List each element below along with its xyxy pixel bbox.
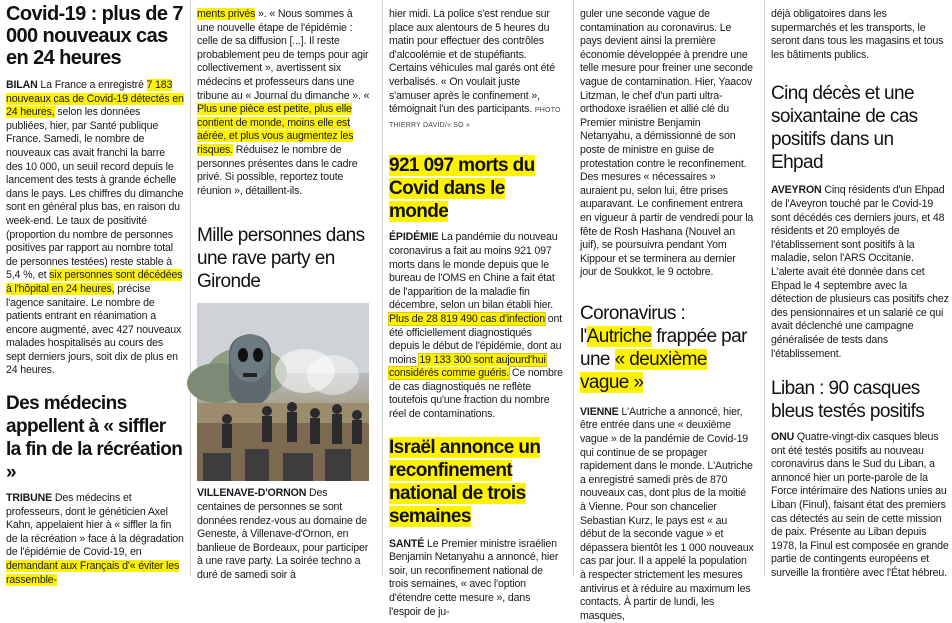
article-body-israel-continued: guler une seconde vague de contamination au coronavirus. Le pays devient ainsi la première économie développée à prendre une telle mesure pour freiner une seconde vague de contamination. Hier, Yaacov Litzman, le chef d'un parti ultra-orthodoxe israélien et allié clé du Premier ministre Benjamin Netanyahu, a démissionné de son poste de ministre en guise de protestation contre le reconfinement. Des mesures « nécessaires » auraient pu, selon lui, être prises auparavant. Le confinement entrera en vigueur à partir de vendredi pour la fête de Rosh Hashana (Nouvel an juif), se poursuivra pendant Yom Kippour et se terminera au dernier jour de Soukkot, le 9 octobre.	[580, 8, 754, 279]
photo-credit: PHOTO THIERRY DAVID/« SO »	[389, 107, 561, 129]
article-headline-covid-france: Covid-19 : plus de 7 000 nouveaux cas en 24 heures	[6, 3, 183, 69]
article-lead: BILAN	[6, 79, 38, 91]
article-headline-liban: Liban : 90 casques bleus testés positifs	[771, 378, 925, 423]
article-body-morts-monde: ÉPIDÉMIE La pandémie du nouveau coronavirus a fait au moins 921 097 morts dans le monde depuis que le bureau de l'OMS en Chine a fait état de l'apparition de la maladie fin décembre, selon un bilan établi hier. Plus de 28 819 490 cas d'infection ont été officiellement diagnostiqués depuis le début de l'épidémie, dont au moins 19 133 300 sont aujourd'hui considérés comme guéris. Ce nombre de cas diagnostiqués ne reflète toutefois qu'une fraction du nombre réel de contaminations.	[389, 231, 563, 421]
article-body-liban: ONU Quatre-vingt-dix casques bleus ont été testés positifs au nouveau coronavirus dans le Sud du Liban, a annoncé hier un porte-parole de la Force intérimaire des Nations unies au Liban (Finul), faisant état des premiers cas détectés au sein de cette mission de paix. Présente au Liban depuis 1978, la Finul est composée en grande partie de contingents européens et surveille la frontière avec l'État hébreu.	[771, 431, 949, 580]
column-1	[6, 0, 184, 586]
article-lead: VIENNE	[580, 405, 619, 418]
article-body-covid-france: BILAN La France a enregistré 7 183 nouveaux cas de Covid-19 détectés en 24 heures, selon les données publiées, hier, par Santé publique France. Samedi, le nombre de nouveaux cas avait franchi la barre des 10 000, un seuil record depuis le lancement des tests à grande échelle dans le pays. Les chiffres du dimanche sont en général plus bas, en raison du week-end. Le taux de positivité (proportion du nombre de personnes positives par rapport au nombre total de personnes testées) reste stable à 5,4 %, et six personnes sont décédées à l'hôpital en 24 heures, précise l'agence sanitaire. Le nombre de patients entrant en réanimation a encore augmenté, avec 427 nouveaux malades hospitalisés au cours des sept derniers jours, soit dix de plus en 24 heures.	[6, 79, 184, 377]
article-headline-ehpad: Cinq décès et une soixantaine de cas positifs dans un Ehpad	[771, 83, 918, 174]
highlighted-text: Plus de 28 819 490 cas d'infection	[389, 312, 545, 325]
article-headline-israel: Israël annonce un reconfinement national de trois semaines	[389, 436, 541, 527]
article-lead: TRIBUNE	[6, 492, 53, 505]
highlighted-text: six personnes sont décédées à l'hôpital en 24 heures,	[6, 269, 183, 295]
highlighted-text: 19 133 300 sont aujourd'hui considérés comme guéris.	[389, 353, 546, 380]
article-lead: ÉPIDÉMIE	[389, 231, 439, 244]
article-body-medecins: TRIBUNE Des médecins et professeurs, dont le généticien Axel Kahn, appelaient hier à « siffler la fin de la récréation » face à la dégradation de l'épidémie de Covid-19, en demandant aux Français d'« éviter les rassemble-	[6, 492, 184, 586]
column-rule	[382, 0, 383, 576]
article-body-autriche-continued: déjà obligatoires dans les supermarchés et les transports, le seront dans tous les magasins et tous les bâtiments publics.	[771, 8, 944, 61]
article-body-israel: SANTÉ Le Premier ministre israélien Benjamin Netanyahu a annoncé, hier soir, un reconfinement national de trois semaines, « avec l'option d'étendre cette mesure », dans l'espoir de ju-	[389, 537, 559, 618]
article-body-rave-party: VILLENAVE-D'ORNON Des centaines de personnes se sont données rendez-vous au domaine de Geneste, à Villenave-d'Ornon, en banlieue de Bordeaux, pour participer à une rave party. La soirée techno a duré de samedi soir à	[197, 487, 369, 581]
article-lead: VILLENAVE-D'ORNON	[197, 487, 307, 500]
highlighted-text: demandant aux Français d'« éviter les rassemble-	[6, 560, 180, 586]
rave-party-photo	[197, 303, 369, 481]
article-headline-autriche: Coronavirus : l'Autriche frappée par une « deuxième vague »	[580, 302, 747, 393]
article-lead: AVEYRON	[771, 184, 822, 197]
article-body-rave-party-continued: hier midi. La police s'est rendue sur place aux alentours de 5 heures du matin pour effectuer des contrôles d'alcoolémie et de stupéfiants. Certains véhicules mal garés ont été verbalisés. « On voulait juste s'amuser après le confinement », témoignait l'un des participants. PHOTO THIERRY DAVID/« SO »	[389, 8, 561, 129]
article-headline-morts-monde: 921 097 morts du Covid dans le monde	[389, 155, 535, 223]
article-headline-rave-party: Mille personnes dans une rave party en Gironde	[197, 225, 365, 293]
article-lead: SANTÉ	[389, 537, 425, 550]
highlighted-text: « deuxième vague »	[580, 348, 707, 393]
column-5	[771, 0, 949, 580]
article-body-autriche: VIENNE L'Autriche a annoncé, hier, être entrée dans une « deuxième vague » de la pandémie de Covid-19 qui continue de se propager rapidement dans le monde. L'Autriche a enregistré samedi près de 870 nouveaux cas, dont plus de la moitié à Vienne. Pour son chancelier Sebastian Kurz, le pays est « au début de la seconde vague » et dépassera bientôt les 1 000 nouveaux cas par jour. Il a appelé la population à respecter strictement les mesures antivirus et à réduire au maximum les contacts. À partir de lundi, les masques,	[580, 405, 754, 622]
article-lead: ONU	[771, 431, 795, 444]
column-rule	[764, 0, 765, 576]
column-4	[580, 0, 754, 622]
article-headline-medecins: Des médecins appellent à « siffler la fin de la récréation »	[6, 393, 183, 484]
column-rule	[190, 0, 191, 576]
article-body-ehpad: AVEYRON Cinq résidents d'un Ehpad de l'Aveyron touché par le Covid-19 sont décédés ces derniers jours, et 48 résidents et 20 employés de l'établissement sont positifs à la maladie, selon l'ARS Occitanie. L'alerte avait été donnée dans cet Ehpad le 4 septembre avec la détection de plusieurs cas positifs chez des pensionnaires et un salarié ce qui avait déclenché une campagne généralisée de tests dans l'établissement.	[771, 184, 949, 360]
highlighted-text: Autriche	[586, 325, 652, 347]
highlighted-text: 7 183 nouveaux cas de Covid-19 détectés en 24 heures,	[6, 79, 184, 119]
column-2	[197, 0, 372, 581]
column-rule	[573, 0, 574, 576]
column-3	[389, 0, 564, 618]
highlighted-text: ments privés	[197, 8, 256, 20]
highlighted-text: Plus une pièce est petite, plus elle contient de monde, moins elle est aérée, et plus vous augmentez les risques.	[197, 103, 354, 156]
rave-party-photo-illustration	[197, 303, 369, 481]
article-body-medecins-continued: ments privés ». « Nous sommes à une nouvelle étape de l'épidémie : celle de sa diffusion [...]. Il reste probablement peu de temps pour agir collectivement », avertissent six médecins et professeurs dans une tribune au « Journal du dimanche ». « Plus une pièce est petite, plus elle contient de monde, moins elle est aérée, et plus vous augmentez les risques. Réduisez le nombre de personnes présentes dans le cadre privé. Si possible, reportez toute réunion », détaillent-ils.	[197, 8, 370, 197]
